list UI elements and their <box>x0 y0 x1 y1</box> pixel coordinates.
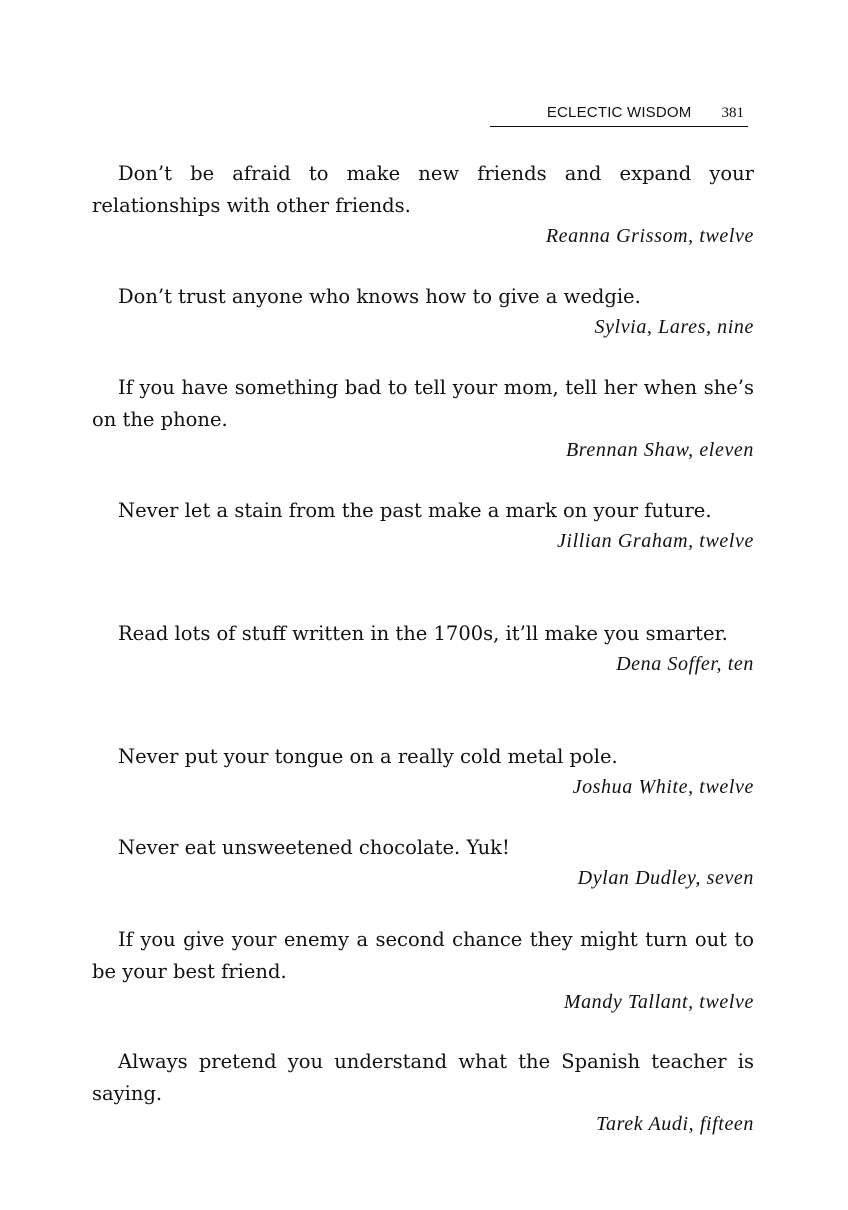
quote-author: Reanna Grissom, twelve <box>545 225 754 247</box>
quote-text: Never put your tongue on a really cold metal pole. <box>118 745 618 768</box>
quote-text: If you give your enemy a second chance they might turn out to be your best friend. <box>92 928 754 983</box>
running-header <box>490 104 748 127</box>
quote-author: Dena Soffer, ten <box>616 653 754 675</box>
quote-author: Dylan Dudley, seven <box>577 867 754 889</box>
quote-author: Sylvia, Lares, nine <box>594 316 754 338</box>
quote-text: If you have something bad to tell your mom, tell her when she’s on the phone. <box>92 376 754 431</box>
quote-text: Always pretend you understand what the Spanish teacher is saying. <box>92 1050 754 1105</box>
quote-entry <box>92 1046 754 1138</box>
quote-text: Don’t be afraid to make new friends and expand your relationships with other friends. <box>92 162 754 217</box>
quote-entry <box>92 281 754 341</box>
quote-text: Read lots of stuff written in the 1700s, it’ll make you smarter. <box>118 622 728 645</box>
quote-entry <box>92 158 754 250</box>
quote-entry <box>92 924 754 1016</box>
quote-entry <box>92 832 754 892</box>
running-header-title: ECLECTIC WISDOM <box>546 104 692 121</box>
quote-entry <box>92 618 754 678</box>
quote-author: Joshua White, twelve <box>572 776 754 798</box>
page-number: 381 <box>721 105 744 121</box>
quote-author: Mandy Tallant, twelve <box>563 991 754 1013</box>
quote-author: Jillian Graham, twelve <box>556 530 754 552</box>
quote-entry <box>92 495 754 555</box>
quote-text: Never let a stain from the past make a mark on your future. <box>118 499 712 522</box>
quote-author: Brennan Shaw, eleven <box>565 439 754 461</box>
quote-text: Never eat unsweetened chocolate. Yuk! <box>118 836 510 859</box>
quote-text: Don’t trust anyone who knows how to give a wedgie. <box>118 285 641 308</box>
quote-entry <box>92 741 754 801</box>
quote-author: Tarek Audi, fifteen <box>596 1113 754 1135</box>
quote-entry <box>92 372 754 464</box>
